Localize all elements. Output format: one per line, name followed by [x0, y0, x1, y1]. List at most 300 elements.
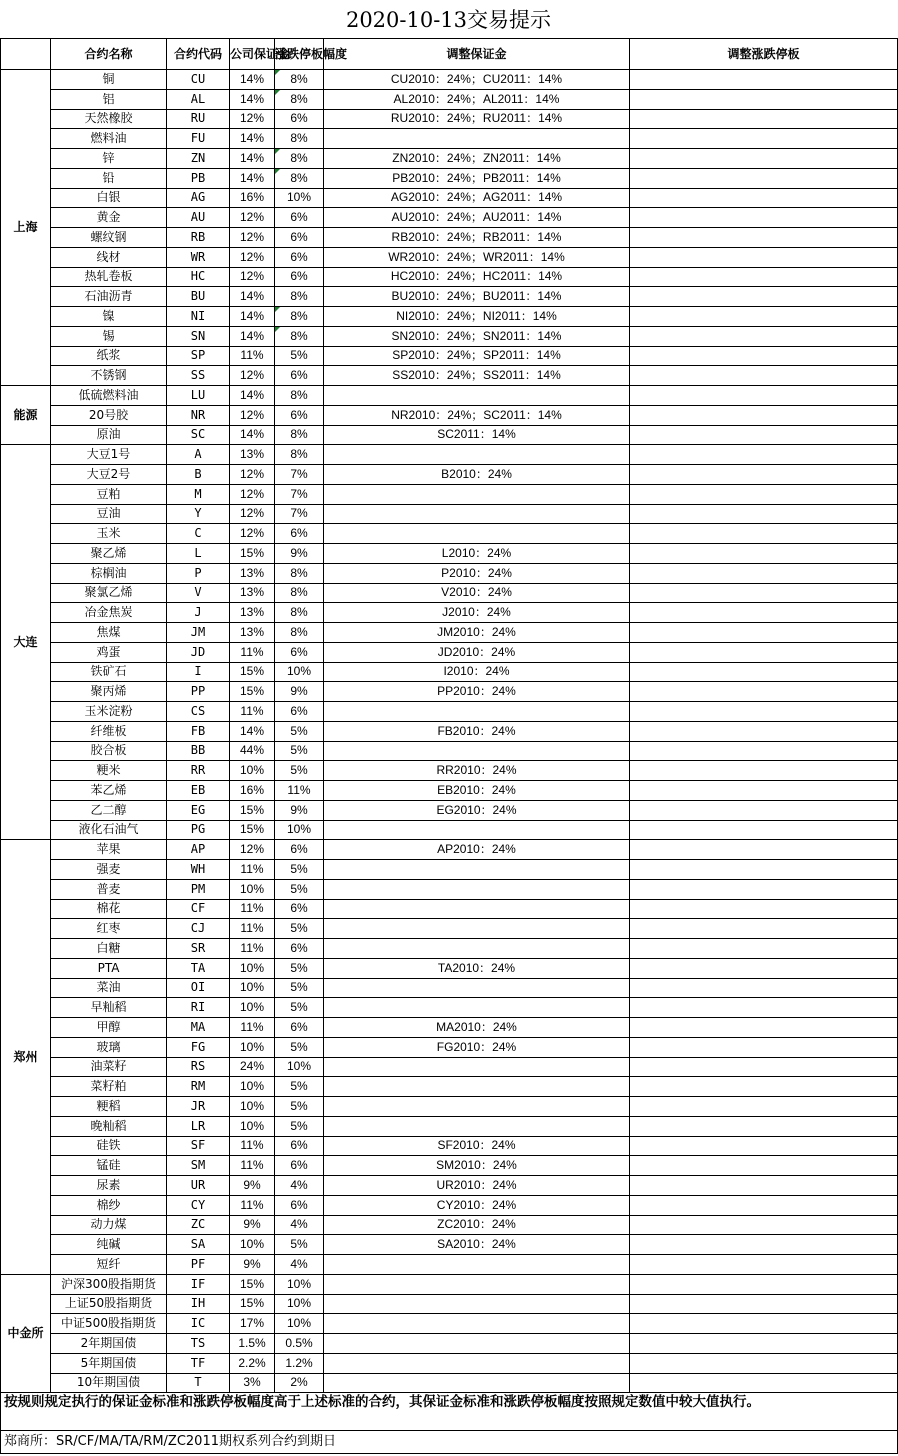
- adjusted-limit-cell: [630, 840, 898, 860]
- table-row: [1, 129, 898, 149]
- adjusted-limit-cell: [630, 129, 898, 149]
- adjusted-limit-cell: [630, 761, 898, 781]
- contract-name-cell: 聚乙烯: [51, 544, 167, 564]
- table-row: [1, 346, 898, 366]
- price-limit-cell: 9%: [275, 682, 324, 702]
- adjusted-limit-cell: [630, 820, 898, 840]
- contract-name-cell: 苹果: [51, 840, 167, 860]
- price-limit-cell: 6%: [275, 228, 324, 248]
- margin-cell: 15%: [230, 820, 275, 840]
- price-limit-cell: 5%: [275, 860, 324, 880]
- price-limit-cell: 5%: [275, 958, 324, 978]
- contract-name-cell: 动力煤: [51, 1215, 167, 1235]
- contract-name-cell: 白糖: [51, 939, 167, 959]
- margin-cell: 10%: [230, 1037, 275, 1057]
- price-limit-cell: 6%: [275, 899, 324, 919]
- adjusted-margin-cell: BU2010：24%；BU2011：14%: [324, 287, 630, 307]
- contract-code-cell: SS: [167, 366, 230, 386]
- price-limit-cell: 6%: [275, 1136, 324, 1156]
- contract-name-cell: 线材: [51, 247, 167, 267]
- contract-name-cell: 燃料油: [51, 129, 167, 149]
- adjusted-limit-cell: [630, 1136, 898, 1156]
- contract-name-cell: 5年期国债: [51, 1353, 167, 1373]
- margin-cell: 17%: [230, 1314, 275, 1334]
- price-limit-cell: 6%: [275, 208, 324, 228]
- adjusted-limit-cell: [630, 1018, 898, 1038]
- contract-code-cell: T: [167, 1373, 230, 1393]
- margin-cell: 10%: [230, 998, 275, 1018]
- contract-name-cell: 棉花: [51, 899, 167, 919]
- margin-cell: 14%: [230, 386, 275, 406]
- table-row: [1, 504, 898, 524]
- table-row: [1, 1176, 898, 1196]
- margin-cell: 11%: [230, 899, 275, 919]
- contract-code-cell: AP: [167, 840, 230, 860]
- margin-cell: 11%: [230, 860, 275, 880]
- contract-name-cell: 上证50股指期货: [51, 1294, 167, 1314]
- table-row: [1, 484, 898, 504]
- contract-name-cell: 豆油: [51, 504, 167, 524]
- table-row: [1, 307, 898, 327]
- header-adjusted-margin: 调整保证金: [324, 39, 630, 70]
- table-row: [1, 623, 898, 643]
- header-contract-code: 合约代码: [167, 39, 230, 70]
- margin-cell: 13%: [230, 603, 275, 623]
- contract-code-cell: V: [167, 583, 230, 603]
- contract-code-cell: OI: [167, 978, 230, 998]
- price-limit-cell: 2%: [275, 1373, 324, 1393]
- adjusted-margin-cell: RR2010：24%: [324, 761, 630, 781]
- adjusted-margin-cell: [324, 1274, 630, 1294]
- adjusted-margin-cell: [324, 820, 630, 840]
- adjusted-limit-cell: [630, 1314, 898, 1334]
- adjusted-limit-cell: [630, 721, 898, 741]
- price-limit-cell: 9%: [275, 800, 324, 820]
- adjusted-limit-cell: [630, 465, 898, 485]
- adjusted-limit-cell: [630, 405, 898, 425]
- contract-name-cell: 油菜籽: [51, 1057, 167, 1077]
- price-limit-cell: 1.2%: [275, 1353, 324, 1373]
- margin-cell: 12%: [230, 366, 275, 386]
- contract-name-cell: 白银: [51, 188, 167, 208]
- table-row: [1, 1037, 898, 1057]
- price-limit-cell: 8%: [275, 168, 324, 188]
- adjusted-limit-cell: [630, 642, 898, 662]
- table-row: [1, 978, 898, 998]
- adjusted-limit-cell: [630, 366, 898, 386]
- contract-code-cell: IH: [167, 1294, 230, 1314]
- table-row: [1, 188, 898, 208]
- contract-code-cell: TA: [167, 958, 230, 978]
- adjusted-margin-cell: ZC2010：24%: [324, 1215, 630, 1235]
- adjusted-margin-cell: P2010：24%: [324, 563, 630, 583]
- margin-cell: 13%: [230, 583, 275, 603]
- contract-name-cell: 甲醇: [51, 1018, 167, 1038]
- adjusted-limit-cell: [630, 1255, 898, 1275]
- contract-code-cell: FU: [167, 129, 230, 149]
- adjusted-margin-cell: NR2010：24%；SC2011：14%: [324, 405, 630, 425]
- contract-code-cell: PP: [167, 682, 230, 702]
- contract-code-cell: B: [167, 465, 230, 485]
- adjusted-margin-cell: JM2010：24%: [324, 623, 630, 643]
- price-limit-cell: 6%: [275, 524, 324, 544]
- table-row: [1, 721, 898, 741]
- adjusted-margin-cell: AP2010：24%: [324, 840, 630, 860]
- price-limit-cell: 8%: [275, 89, 324, 109]
- contract-code-cell: EG: [167, 800, 230, 820]
- adjusted-limit-cell: [630, 386, 898, 406]
- contract-name-cell: 沪深300股指期货: [51, 1274, 167, 1294]
- adjusted-margin-cell: SS2010：24%；SS2011：14%: [324, 366, 630, 386]
- table-row: [1, 860, 898, 880]
- table-row: [1, 1255, 898, 1275]
- contract-code-cell: SR: [167, 939, 230, 959]
- price-limit-cell: 9%: [275, 544, 324, 564]
- margin-cell: 12%: [230, 405, 275, 425]
- table-row: [1, 425, 898, 445]
- adjusted-limit-cell: [630, 1156, 898, 1176]
- adjusted-margin-cell: FG2010：24%: [324, 1037, 630, 1057]
- margin-cell: 11%: [230, 702, 275, 722]
- adjusted-limit-cell: [630, 70, 898, 90]
- adjusted-margin-cell: [324, 386, 630, 406]
- table-row: [1, 899, 898, 919]
- contract-name-cell: 棕榈油: [51, 563, 167, 583]
- adjusted-limit-cell: [630, 1077, 898, 1097]
- adjusted-limit-cell: [630, 1116, 898, 1136]
- contract-code-cell: AL: [167, 89, 230, 109]
- price-limit-cell: 6%: [275, 247, 324, 267]
- margin-cell: 13%: [230, 563, 275, 583]
- table-row: [1, 919, 898, 939]
- price-limit-cell: 6%: [275, 1156, 324, 1176]
- price-limit-cell: 7%: [275, 465, 324, 485]
- adjusted-margin-cell: SF2010：24%: [324, 1136, 630, 1156]
- contract-name-cell: 20号胶: [51, 405, 167, 425]
- margin-cell: 10%: [230, 958, 275, 978]
- price-limit-cell: 5%: [275, 919, 324, 939]
- header-exchange: [1, 39, 51, 70]
- contract-code-cell: RB: [167, 228, 230, 248]
- contract-name-cell: 玻璃: [51, 1037, 167, 1057]
- adjusted-limit-cell: [630, 623, 898, 643]
- contract-code-cell: RS: [167, 1057, 230, 1077]
- adjusted-limit-cell: [630, 899, 898, 919]
- contract-code-cell: CJ: [167, 919, 230, 939]
- contract-code-cell: Y: [167, 504, 230, 524]
- contract-code-cell: PB: [167, 168, 230, 188]
- margin-cell: 9%: [230, 1176, 275, 1196]
- contract-code-cell: SM: [167, 1156, 230, 1176]
- contract-code-cell: I: [167, 662, 230, 682]
- adjusted-margin-cell: [324, 978, 630, 998]
- contract-name-cell: 石油沥青: [51, 287, 167, 307]
- contract-name-cell: 玉米淀粉: [51, 702, 167, 722]
- contract-code-cell: AU: [167, 208, 230, 228]
- table-row: [1, 1294, 898, 1314]
- adjusted-margin-cell: EB2010：24%: [324, 781, 630, 801]
- price-limit-cell: 5%: [275, 978, 324, 998]
- table-row: [1, 386, 898, 406]
- adjusted-margin-cell: SP2010：24%；SP2011：14%: [324, 346, 630, 366]
- table-row: [1, 820, 898, 840]
- adjusted-margin-cell: MA2010：24%: [324, 1018, 630, 1038]
- contract-code-cell: PG: [167, 820, 230, 840]
- price-limit-cell: 6%: [275, 939, 324, 959]
- adjusted-limit-cell: [630, 346, 898, 366]
- adjusted-limit-cell: [630, 445, 898, 465]
- adjusted-limit-cell: [630, 978, 898, 998]
- margin-cell: 14%: [230, 326, 275, 346]
- margin-cell: 12%: [230, 267, 275, 287]
- margin-cell: 11%: [230, 642, 275, 662]
- margin-cell: 16%: [230, 781, 275, 801]
- contract-name-cell: 红枣: [51, 919, 167, 939]
- contract-name-cell: 纯碱: [51, 1235, 167, 1255]
- adjusted-margin-cell: [324, 1334, 630, 1354]
- contract-code-cell: BB: [167, 741, 230, 761]
- adjusted-margin-cell: RB2010：24%；RB2011：14%: [324, 228, 630, 248]
- adjusted-margin-cell: [324, 1057, 630, 1077]
- table-row: [1, 563, 898, 583]
- adjusted-margin-cell: [324, 524, 630, 544]
- contract-name-cell: 菜油: [51, 978, 167, 998]
- adjusted-limit-cell: [630, 958, 898, 978]
- table-row: [1, 208, 898, 228]
- contract-code-cell: AG: [167, 188, 230, 208]
- margin-cell: 12%: [230, 504, 275, 524]
- adjusted-margin-cell: AG2010：24%；AG2011：14%: [324, 188, 630, 208]
- adjusted-margin-cell: [324, 1116, 630, 1136]
- adjusted-limit-cell: [630, 662, 898, 682]
- exchange-cell: 大连: [1, 445, 51, 840]
- price-limit-cell: 10%: [275, 1294, 324, 1314]
- adjusted-limit-cell: [630, 1235, 898, 1255]
- adjusted-limit-cell: [630, 800, 898, 820]
- contract-name-cell: 铜: [51, 70, 167, 90]
- adjusted-margin-cell: SM2010：24%: [324, 1156, 630, 1176]
- margin-cell: 3%: [230, 1373, 275, 1393]
- price-limit-cell: 8%: [275, 149, 324, 169]
- adjusted-margin-cell: I2010：24%: [324, 662, 630, 682]
- adjusted-margin-cell: [324, 445, 630, 465]
- price-limit-cell: 10%: [275, 188, 324, 208]
- price-limit-cell: 4%: [275, 1176, 324, 1196]
- contract-name-cell: 豆粕: [51, 484, 167, 504]
- price-limit-cell: 10%: [275, 1274, 324, 1294]
- adjusted-limit-cell: [630, 1294, 898, 1314]
- adjusted-limit-cell: [630, 524, 898, 544]
- price-limit-cell: 11%: [275, 781, 324, 801]
- footnote-rules: 按规则规定执行的保证金标准和涨跌停板幅度高于上述标准的合约，其保证金标准和涨跌停板幅度按照规定数值中较大值执行。: [0, 1393, 898, 1431]
- contract-name-cell: 晚籼稻: [51, 1116, 167, 1136]
- table-row: [1, 800, 898, 820]
- contract-name-cell: 早籼稻: [51, 998, 167, 1018]
- table-row: [1, 1274, 898, 1294]
- adjusted-limit-cell: [630, 307, 898, 327]
- contract-name-cell: 菜籽粕: [51, 1077, 167, 1097]
- contract-code-cell: WH: [167, 860, 230, 880]
- table-row: [1, 1353, 898, 1373]
- margin-cell: 9%: [230, 1215, 275, 1235]
- price-limit-cell: 6%: [275, 267, 324, 287]
- table-row: [1, 1235, 898, 1255]
- contract-code-cell: CY: [167, 1195, 230, 1215]
- header-contract-name: 合约名称: [51, 39, 167, 70]
- contract-code-cell: NI: [167, 307, 230, 327]
- adjusted-margin-cell: [324, 484, 630, 504]
- price-limit-cell: 5%: [275, 1037, 324, 1057]
- table-row: [1, 662, 898, 682]
- contract-code-cell: ZN: [167, 149, 230, 169]
- adjusted-limit-cell: [630, 247, 898, 267]
- table-row: [1, 741, 898, 761]
- table-row: [1, 109, 898, 129]
- contract-code-cell: UR: [167, 1176, 230, 1196]
- contract-code-cell: TF: [167, 1353, 230, 1373]
- contract-code-cell: CU: [167, 70, 230, 90]
- contract-code-cell: MA: [167, 1018, 230, 1038]
- contract-name-cell: 大豆1号: [51, 445, 167, 465]
- header-adjusted-limit: 调整涨跌停板: [630, 39, 898, 70]
- adjusted-limit-cell: [630, 563, 898, 583]
- contract-name-cell: 鸡蛋: [51, 642, 167, 662]
- contract-name-cell: 低硫燃料油: [51, 386, 167, 406]
- contract-name-cell: 苯乙烯: [51, 781, 167, 801]
- table-row: [1, 1116, 898, 1136]
- margin-cell: 15%: [230, 1294, 275, 1314]
- adjusted-margin-cell: HC2010：24%；HC2011：14%: [324, 267, 630, 287]
- table-row: [1, 465, 898, 485]
- adjusted-margin-cell: TA2010：24%: [324, 958, 630, 978]
- adjusted-limit-cell: [630, 1353, 898, 1373]
- contract-code-cell: RM: [167, 1077, 230, 1097]
- adjusted-limit-cell: [630, 603, 898, 623]
- price-limit-cell: 6%: [275, 840, 324, 860]
- margin-cell: 12%: [230, 247, 275, 267]
- table-row: [1, 1215, 898, 1235]
- adjusted-limit-cell: [630, 1215, 898, 1235]
- price-limit-cell: 8%: [275, 386, 324, 406]
- table-row: [1, 366, 898, 386]
- adjusted-margin-cell: [324, 939, 630, 959]
- adjusted-margin-cell: SA2010：24%: [324, 1235, 630, 1255]
- table-row: [1, 544, 898, 564]
- margin-cell: 1.5%: [230, 1334, 275, 1354]
- contract-code-cell: J: [167, 603, 230, 623]
- contract-name-cell: 普麦: [51, 879, 167, 899]
- contract-name-cell: 棉纱: [51, 1195, 167, 1215]
- page-title: 2020-10-13交易提示: [345, 8, 552, 32]
- exchange-cell: 中金所: [1, 1274, 51, 1393]
- adjusted-limit-cell: [630, 188, 898, 208]
- adjusted-margin-cell: ZN2010：24%；ZN2011：14%: [324, 149, 630, 169]
- contract-code-cell: RU: [167, 109, 230, 129]
- contract-code-cell: SN: [167, 326, 230, 346]
- margin-cell: 15%: [230, 800, 275, 820]
- adjusted-limit-cell: [630, 544, 898, 564]
- contract-code-cell: BU: [167, 287, 230, 307]
- adjusted-margin-cell: WR2010：24%；WR2011：14%: [324, 247, 630, 267]
- adjusted-limit-cell: [630, 1373, 898, 1393]
- price-limit-cell: 5%: [275, 761, 324, 781]
- adjusted-margin-cell: [324, 129, 630, 149]
- margin-cell: 2.2%: [230, 1353, 275, 1373]
- adjusted-limit-cell: [630, 682, 898, 702]
- table-row: [1, 326, 898, 346]
- adjusted-limit-cell: [630, 228, 898, 248]
- table-row: [1, 89, 898, 109]
- table-row: [1, 405, 898, 425]
- margin-cell: 11%: [230, 1136, 275, 1156]
- contract-code-cell: PF: [167, 1255, 230, 1275]
- table-row: [1, 1334, 898, 1354]
- table-row: [1, 1373, 898, 1393]
- price-limit-cell: 10%: [275, 662, 324, 682]
- contract-name-cell: 大豆2号: [51, 465, 167, 485]
- price-limit-cell: 6%: [275, 109, 324, 129]
- margin-cell: 11%: [230, 919, 275, 939]
- table-row: [1, 1136, 898, 1156]
- adjusted-margin-cell: [324, 879, 630, 899]
- price-limit-cell: 5%: [275, 998, 324, 1018]
- price-limit-cell: 8%: [275, 623, 324, 643]
- table-row: [1, 228, 898, 248]
- price-limit-cell: 8%: [275, 425, 324, 445]
- adjusted-limit-cell: [630, 484, 898, 504]
- price-limit-cell: 7%: [275, 504, 324, 524]
- margin-cell: 15%: [230, 682, 275, 702]
- header-company-margin: 公司保证金: [230, 39, 275, 70]
- margin-cell: 14%: [230, 425, 275, 445]
- price-limit-cell: 5%: [275, 721, 324, 741]
- contract-code-cell: PM: [167, 879, 230, 899]
- contract-name-cell: 天然橡胶: [51, 109, 167, 129]
- header-price-limit: 涨跌停板幅度: [275, 39, 324, 70]
- price-limit-cell: 6%: [275, 1195, 324, 1215]
- contract-name-cell: 镍: [51, 307, 167, 327]
- adjusted-margin-cell: [324, 899, 630, 919]
- price-limit-cell: 8%: [275, 563, 324, 583]
- margin-cell: 15%: [230, 662, 275, 682]
- price-limit-cell: 6%: [275, 405, 324, 425]
- price-limit-cell: 8%: [275, 583, 324, 603]
- contract-code-cell: P: [167, 563, 230, 583]
- adjusted-margin-cell: [324, 1314, 630, 1334]
- contract-name-cell: 硅铁: [51, 1136, 167, 1156]
- table-row: [1, 524, 898, 544]
- price-limit-cell: 5%: [275, 1116, 324, 1136]
- contract-name-cell: 锌: [51, 149, 167, 169]
- margin-cell: 15%: [230, 544, 275, 564]
- margin-cell: 11%: [230, 346, 275, 366]
- adjusted-limit-cell: [630, 998, 898, 1018]
- margin-cell: 14%: [230, 287, 275, 307]
- contract-code-cell: IC: [167, 1314, 230, 1334]
- contract-code-cell: JR: [167, 1097, 230, 1117]
- contract-name-cell: 粳米: [51, 761, 167, 781]
- margin-cell: 13%: [230, 445, 275, 465]
- adjusted-limit-cell: [630, 939, 898, 959]
- adjusted-margin-cell: AU2010：24%；AU2011：14%: [324, 208, 630, 228]
- adjusted-margin-cell: CU2010：24%；CU2011：14%: [324, 70, 630, 90]
- contract-code-cell: RR: [167, 761, 230, 781]
- margin-cell: 14%: [230, 721, 275, 741]
- adjusted-margin-cell: [324, 1373, 630, 1393]
- margin-cell: 12%: [230, 228, 275, 248]
- margin-cell: 16%: [230, 188, 275, 208]
- price-limit-cell: 8%: [275, 445, 324, 465]
